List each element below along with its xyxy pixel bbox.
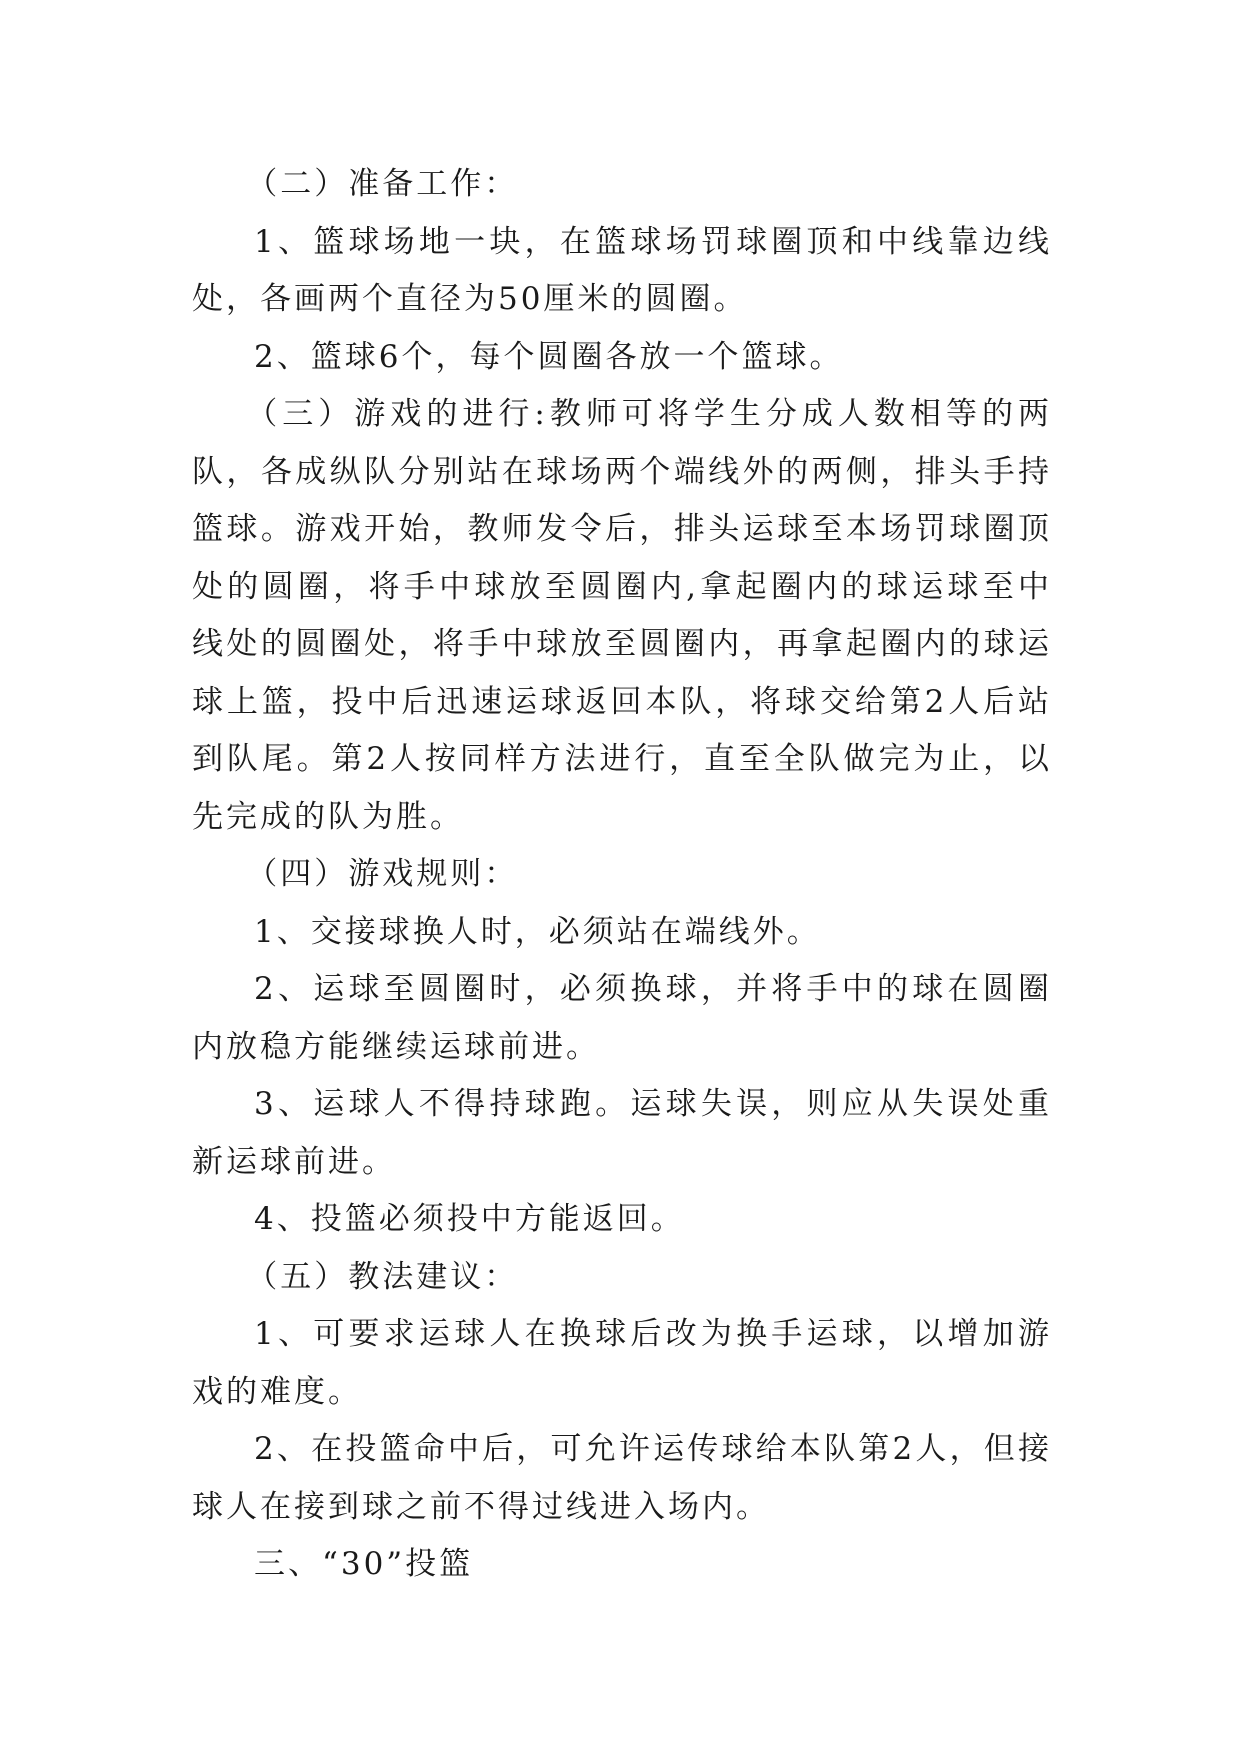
rules-heading: （四）游戏规则： xyxy=(246,856,519,892)
advice-item-1: 1、可要求运球人在换球后改为换手运球，以增加游戏的难度。 xyxy=(192,1316,1052,1410)
section-three-heading: 三、“30”投篮 xyxy=(254,1546,474,1582)
rule-item-3: 3、运球人不得持球跑。运球失误，则应从失误处重新运球前进。 xyxy=(192,1086,1052,1180)
prep-item-1: 1、篮球场地一块，在篮球场罚球圈顶和中线靠边线处，各画两个直径为50厘米的圆圈。 xyxy=(192,223,1052,317)
rule-item-1: 1、交接球换人时，必须站在端线外。 xyxy=(254,913,821,950)
prep-item-2: 2、篮球6个，每个圆圈各放一个篮球。 xyxy=(254,338,844,375)
prep-heading: （二）准备工作： xyxy=(246,166,519,202)
advice-item-2: 2、在投篮命中后，可允许运传球给本队第2人，但接球人在接到球之前不得过线进入场内。 xyxy=(192,1431,1052,1525)
advice-heading: （五）教法建议： xyxy=(246,1258,519,1295)
game-process-paragraph: （三）游戏的进行:教师可将学生分成人数相等的两队，各成纵队分别站在球场两个端线外的两侧，排头手持篮球。游戏开始，教师发令后，排头运球至本场罚球圈顶处的圆圈，将手中球放至圆圈内,拿起圈内的球运球至中线处的圆圈处，将手中球放至圆圈内，再拿起圈内的球运球上篮，投中后迅速运球返回本队，将球交给第2人后站到队尾。第2人按同样方法进行，直至全队做完为止，以先完成的队为胜。 xyxy=(192,396,1052,835)
rule-item-4: 4、投篮必须投中方能返回。 xyxy=(254,1201,685,1237)
document-body xyxy=(192,156,1052,1594)
rule-item-2: 2、运球至圆圈时，必须换球，并将手中的球在圆圈内放稳方能继续运球前进。 xyxy=(192,971,1052,1065)
